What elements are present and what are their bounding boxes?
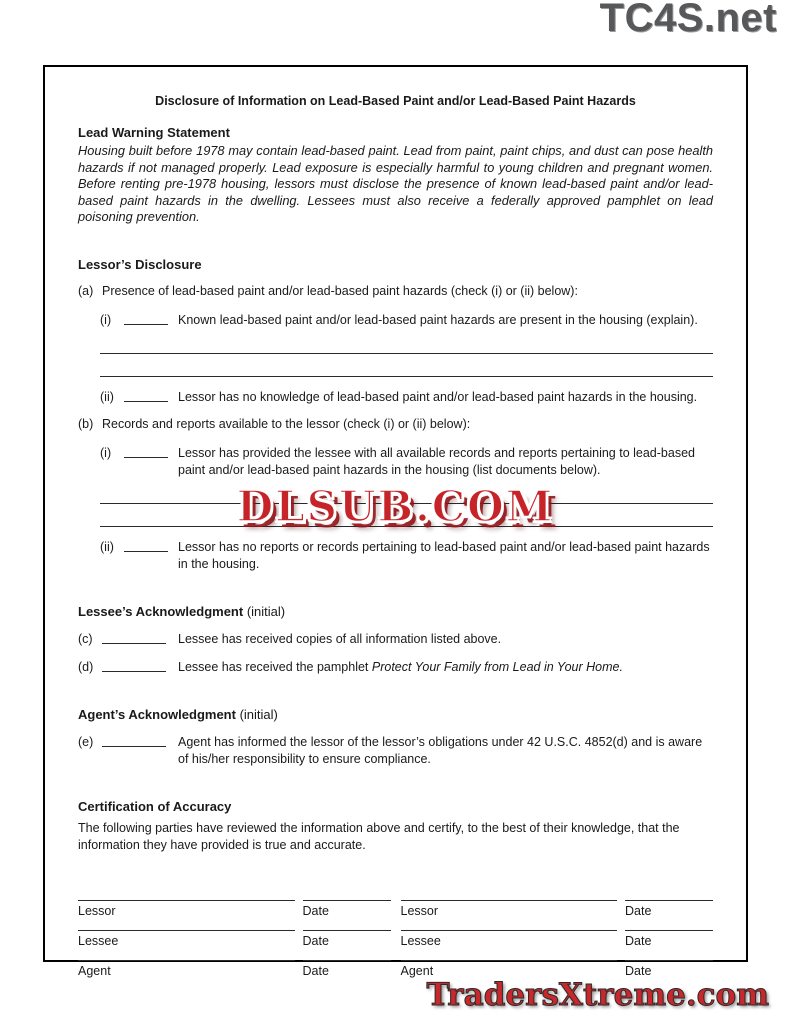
- lessee-signature-line: [401, 930, 618, 931]
- form-title: Disclosure of Information on Lead-Based Paint and/or Lead-Based Paint Hazards: [155, 94, 636, 108]
- lead-warning-heading: Lead Warning Statement: [78, 125, 230, 140]
- agent-date-line: [303, 960, 391, 961]
- explain-blank-line-2: [100, 376, 713, 377]
- lead-warning-body: Housing built before 1978 may contain lead-based paint. Lead from paint, paint chips, and dust can pose health hazards if not managed properly. Lead exposure is especially harmful to young children and pregnant women. Before renting pre-1978 housing, lessors must disclose the presence of known lead-based paint and/or lead-based paint hazards in the dwelling. Lessees must also receive a federally approved pamphlet on lead poisoning prevention.: [78, 143, 713, 224]
- lessee-signature-line: [78, 930, 295, 931]
- signature-block: [78, 900, 391, 920]
- lessee-signature-label: Lessee: [400, 933, 441, 948]
- item-b: [78, 416, 713, 433]
- initial-blank-e: [102, 734, 166, 747]
- item-b-text: Records and reports available to the lessor (check (i) or (ii) below):: [102, 416, 471, 431]
- certification-body: The following parties have reviewed the information above and certify, to the best of their knowledge, that the information they have provided is true and accurate.: [78, 820, 680, 852]
- agent-signature-line: [401, 960, 618, 961]
- date-label: Date: [625, 903, 652, 918]
- item-e-text: Agent has informed the lessor of the lessor’s obligations under 42 U.S.C. 4852(d) and is aware of his/her responsibility to ensure compliance.: [178, 734, 703, 766]
- item-b-sub-ii-text: Lessor has no reports or records pertaining to lead-based paint and/or lead-based paint hazards in the housing.: [178, 539, 710, 571]
- signature-block: [401, 900, 714, 920]
- item-e-label: (e): [78, 734, 94, 749]
- lessee-date-line: [625, 930, 713, 931]
- date-label: Date: [302, 963, 329, 978]
- signature-block: [78, 930, 391, 950]
- lessor-signature-label: Lessor: [400, 903, 439, 918]
- item-a-sub-ii-text: Lessor has no knowledge of lead-based paint and/or lead-based paint hazards in the housing.: [178, 389, 698, 404]
- item-a-sub-ii: [100, 389, 713, 406]
- signature-area: [78, 900, 713, 980]
- item-c-label: (c): [78, 631, 93, 646]
- date-label: Date: [625, 933, 652, 948]
- date-label: Date: [625, 963, 652, 978]
- lessee-ack-heading: [78, 603, 713, 620]
- item-a-sub-i: [100, 312, 713, 329]
- item-a-sub-ii-label: (ii): [100, 389, 114, 404]
- item-a-sub-i-label: (i): [100, 312, 112, 327]
- signature-block: [78, 960, 391, 980]
- lessors-disclosure-heading: Lessor’s Disclosure: [78, 256, 202, 272]
- lessor-date-line: [303, 900, 391, 901]
- agent-ack-heading-suffix: (initial): [239, 706, 278, 722]
- agent-signature-label: Agent: [78, 963, 111, 978]
- item-b-sub-ii: [100, 539, 713, 573]
- agent-signature-line: [78, 960, 295, 961]
- certification-heading: Certification of Accuracy: [78, 798, 232, 814]
- item-b-sub-i: [100, 445, 713, 479]
- date-label: Date: [302, 903, 329, 918]
- lessee-date-line: [303, 930, 391, 931]
- pamphlet-title: Protect Your Family from Lead in Your Home.: [371, 659, 623, 674]
- lessor-date-line: [625, 900, 713, 901]
- checkbox-blank-b-ii: [124, 539, 168, 552]
- item-a-text: Presence of lead-based paint and/or lead-based paint hazards (check (i) or (ii) below):: [102, 283, 578, 298]
- item-a-sub-i-text: Known lead-based paint and/or lead-based paint hazards are present in the housing (explain).: [178, 312, 698, 327]
- item-b-sub-i-label: (i): [100, 445, 112, 460]
- item-e: [78, 734, 713, 768]
- agent-ack-heading-text: Agent’s Acknowledgment: [78, 706, 236, 722]
- item-b-sub-ii-label: (ii): [100, 539, 114, 554]
- signature-block: [401, 930, 714, 950]
- agent-ack-heading: [78, 706, 713, 723]
- item-d-text-before: Lessee has received the pamphlet: [178, 659, 372, 674]
- watermark-tradersxtreme: TradersXtreme.com: [426, 977, 769, 1013]
- agent-date-line: [625, 960, 713, 961]
- checkbox-blank-b-i: [124, 445, 168, 458]
- item-a: [78, 283, 713, 300]
- initial-blank-d: [102, 659, 166, 672]
- item-a-label: (a): [78, 283, 94, 298]
- agent-signature-label: Agent: [400, 963, 434, 978]
- lessor-signature-label: Lessor: [78, 903, 116, 918]
- lessor-signature-line: [401, 900, 618, 901]
- checkbox-blank-a-i: [124, 312, 168, 325]
- item-d: [78, 659, 713, 676]
- item-d-label: (d): [78, 659, 94, 674]
- date-label: Date: [302, 933, 329, 948]
- watermark-dlsub: DLSUB.COM: [236, 482, 555, 531]
- item-b-sub-i-text: Lessor has provided the lessee with all available records and reports pertaining to lead-based paint and/or lead-based paint hazards in the housing (list documents below).: [178, 445, 695, 477]
- initial-blank-c: [102, 631, 166, 644]
- item-c: [78, 631, 713, 648]
- explain-blank-line-1: [100, 353, 713, 354]
- watermark-tc4s: TC4S.net: [599, 0, 777, 40]
- item-b-label: (b): [78, 416, 94, 431]
- checkbox-blank-a-ii: [124, 389, 168, 402]
- lessee-ack-heading-suffix: (initial): [246, 603, 286, 619]
- signature-row-lessee: [78, 930, 713, 950]
- lessee-ack-heading-text: Lessee’s Acknowledgment: [78, 603, 244, 619]
- item-d-text: [178, 659, 713, 676]
- lessee-signature-label: Lessee: [78, 933, 119, 948]
- lessor-signature-line: [78, 900, 295, 901]
- item-c-text: Lessee has received copies of all information listed above.: [178, 631, 502, 646]
- signature-row-lessor: [78, 900, 713, 920]
